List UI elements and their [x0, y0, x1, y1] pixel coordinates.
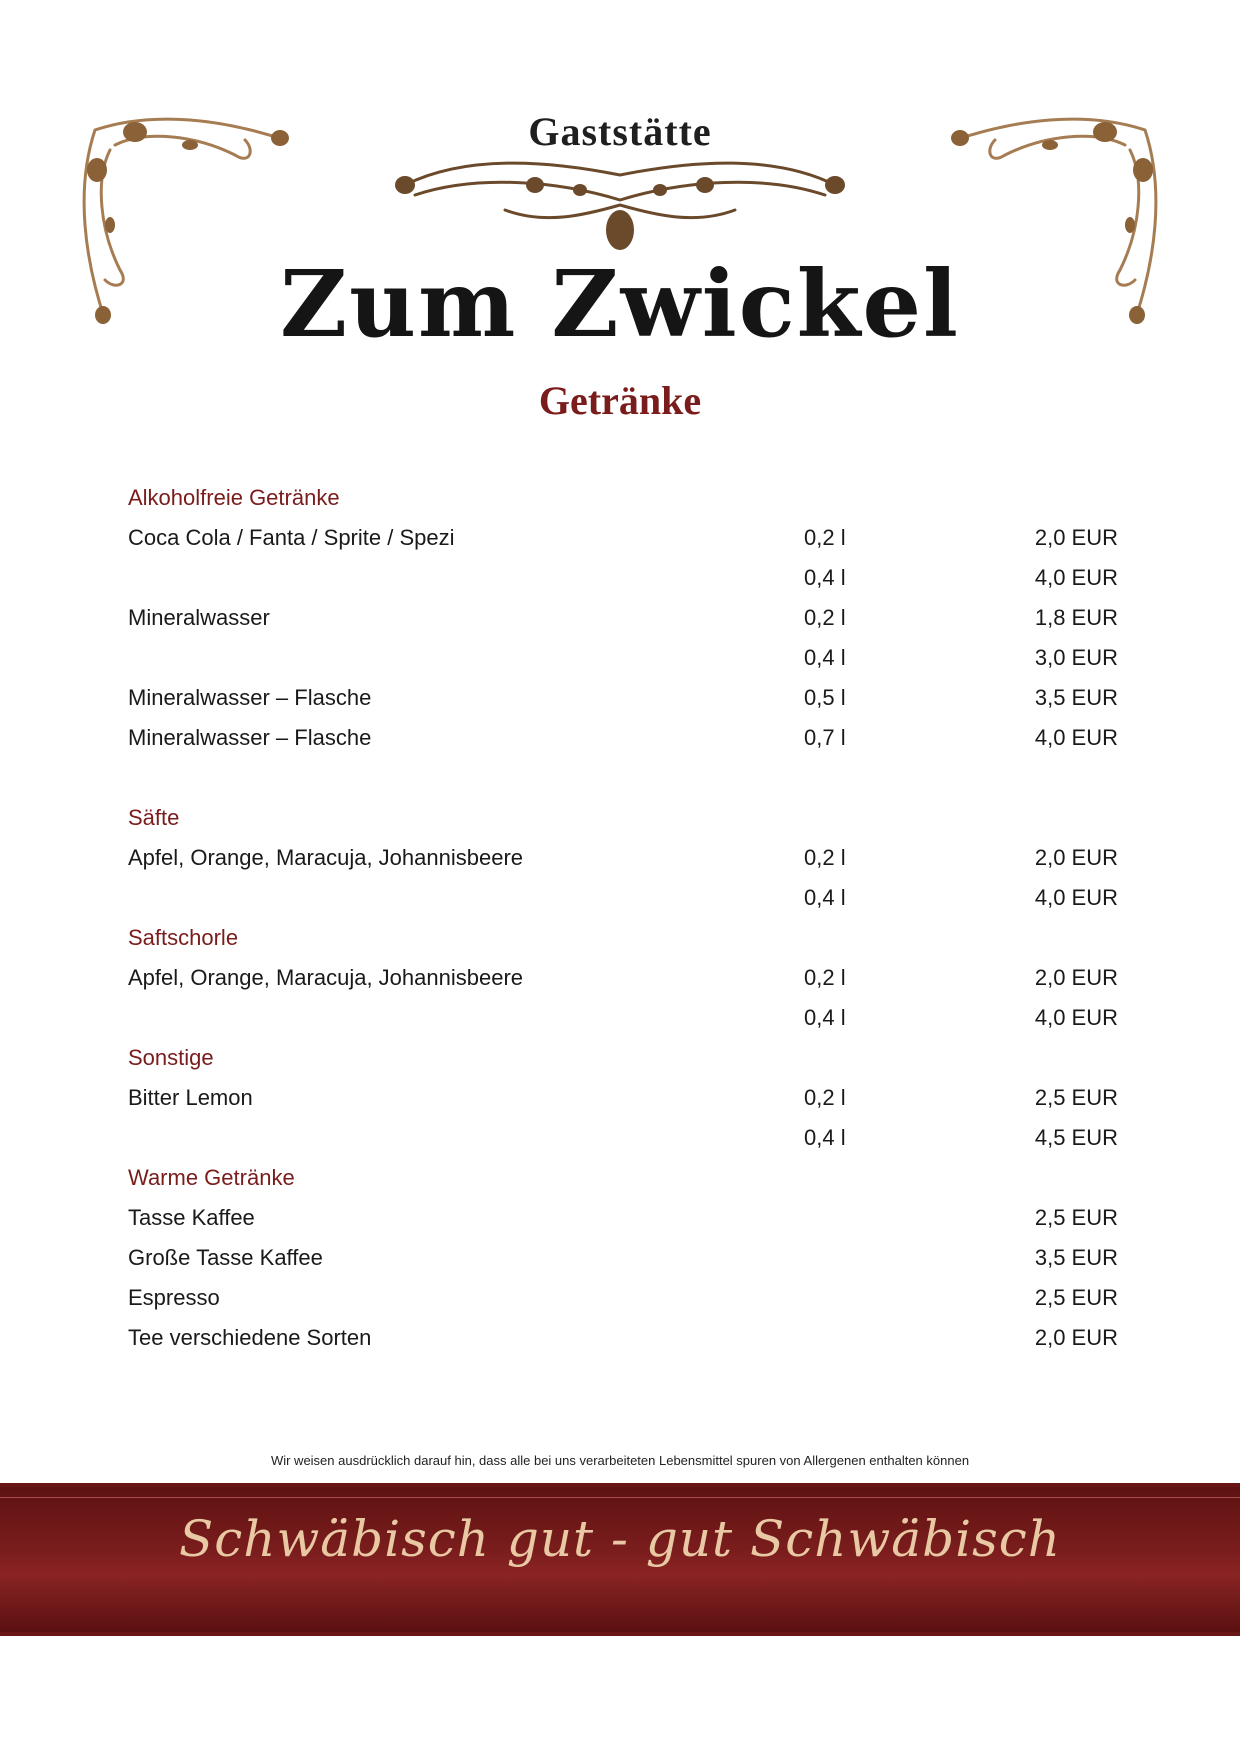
item-price: 2,5 EUR — [1034, 1085, 1118, 1110]
item-price: 2,5 EUR — [1034, 1205, 1118, 1230]
item-price: 4,5 EUR — [1034, 1125, 1118, 1150]
item-size: 0,4 l — [804, 645, 846, 670]
item-price: 4,0 EUR — [1034, 1005, 1118, 1030]
footer-band-line — [0, 1497, 1240, 1498]
item-price: 2,0 EUR — [1034, 525, 1118, 550]
section-title: Saftschorle — [128, 925, 239, 950]
menu-row — [128, 878, 1118, 918]
item-size: 0,5 l — [804, 685, 846, 710]
menu-row — [128, 998, 1118, 1038]
menu-section — [128, 478, 1118, 758]
item-name: Apfel, Orange, Maracuja, Johannisbeere — [128, 965, 524, 990]
item-name: Coca Cola / Fanta / Sprite / Spezi — [128, 525, 455, 550]
menu-section — [128, 1158, 1118, 1358]
menu-row — [128, 1318, 1118, 1358]
drinks-menu — [128, 478, 1118, 1358]
menu-row — [128, 598, 1118, 638]
menu-row — [128, 838, 1118, 878]
menu-row — [128, 718, 1118, 758]
item-name: Mineralwasser — [128, 605, 270, 630]
item-name: Apfel, Orange, Maracuja, Johannisbeere — [128, 845, 524, 870]
section-title: Warme Getränke — [128, 1165, 295, 1190]
page-title: Getränke — [538, 378, 702, 423]
item-name: Espresso — [128, 1285, 220, 1310]
section-title: Sonstige — [128, 1045, 214, 1070]
footer-slogan: Schwäbisch gut - gut Schwäbisch — [179, 1510, 1061, 1568]
menu-row — [128, 518, 1118, 558]
item-name: Tasse Kaffee — [128, 1205, 255, 1230]
item-price: 2,5 EUR — [1034, 1285, 1118, 1310]
item-price: 1,8 EUR — [1034, 605, 1118, 630]
item-price: 4,0 EUR — [1034, 725, 1118, 750]
item-price: 2,0 EUR — [1034, 965, 1118, 990]
menu-section — [128, 798, 1118, 918]
item-name: Bitter Lemon — [128, 1085, 253, 1110]
menu-section — [128, 1038, 1118, 1158]
item-price: 3,0 EUR — [1034, 645, 1118, 670]
menu-row — [128, 1118, 1118, 1158]
menu-row — [128, 958, 1118, 998]
restaurant-pretitle: Gaststätte — [528, 109, 712, 154]
item-size: 0,2 l — [804, 845, 846, 870]
item-name: Große Tasse Kaffee — [128, 1245, 323, 1270]
allergen-note: Wir weisen ausdrücklich darauf hin, dass alle bei uns verarbeiteten Lebensmittel spuren von Allergenen enthalten können — [270, 1453, 970, 1468]
item-price: 2,0 EUR — [1034, 1325, 1118, 1350]
section-title: Säfte — [128, 805, 180, 830]
item-price: 2,0 EUR — [1034, 845, 1118, 870]
menu-row — [128, 1078, 1118, 1118]
menu-row — [128, 1198, 1118, 1238]
menu-row — [128, 638, 1118, 678]
item-size: 0,2 l — [804, 965, 846, 990]
item-size: 0,2 l — [804, 1085, 846, 1110]
item-name: Mineralwasser – Flasche — [128, 685, 372, 710]
item-size: 0,7 l — [804, 725, 846, 750]
item-size: 0,4 l — [804, 1005, 846, 1030]
item-size: 0,4 l — [804, 1125, 846, 1150]
item-price: 3,5 EUR — [1034, 685, 1118, 710]
item-price: 4,0 EUR — [1034, 565, 1118, 590]
section-title: Alkoholfreie Getränke — [128, 485, 340, 510]
item-size: 0,2 l — [804, 525, 846, 550]
item-name: Tee verschiedene Sorten — [128, 1325, 372, 1350]
item-size: 0,2 l — [804, 605, 846, 630]
item-price: 3,5 EUR — [1034, 1245, 1118, 1270]
menu-section — [128, 918, 1118, 1038]
item-price: 4,0 EUR — [1034, 885, 1118, 910]
item-size: 0,4 l — [804, 565, 846, 590]
item-name: Mineralwasser – Flasche — [128, 725, 372, 750]
menu-row — [128, 678, 1118, 718]
restaurant-name: Zum Zwickel — [280, 250, 960, 358]
section-spacer — [128, 758, 1118, 798]
title-ornament — [385, 155, 855, 265]
menu-row — [128, 1238, 1118, 1278]
menu-row — [128, 558, 1118, 598]
menu-row — [128, 1278, 1118, 1318]
item-size: 0,4 l — [804, 885, 846, 910]
